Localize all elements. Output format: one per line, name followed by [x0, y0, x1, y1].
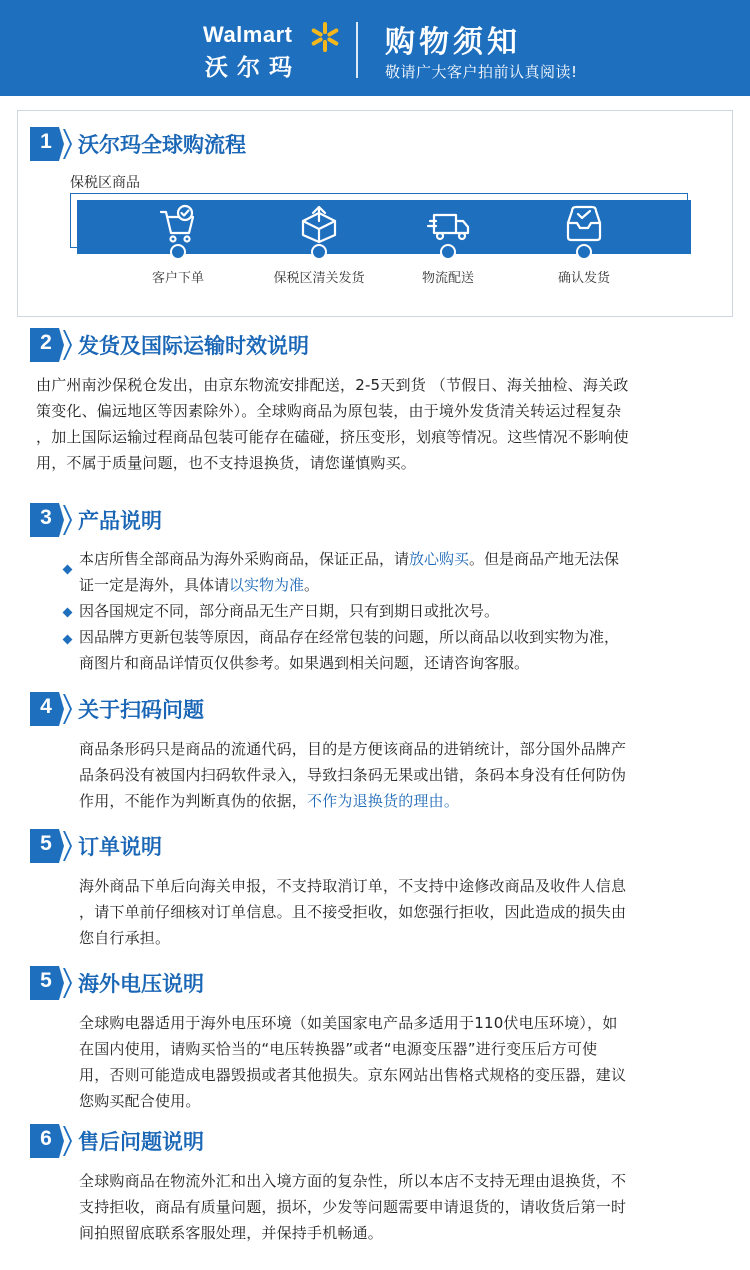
- section-number-badge: 5: [30, 966, 78, 1000]
- bullet-icon: [63, 635, 73, 645]
- flow-step-dot: [311, 244, 327, 260]
- section-title: 售后问题说明: [78, 1130, 204, 1154]
- flow-step-dot: [170, 244, 186, 260]
- brand-name-en: Walmart: [203, 22, 293, 47]
- header-banner: [0, 0, 750, 96]
- bullet-icon: [63, 608, 73, 618]
- order-text: 海外商品下单后向海关申报，不支持取消订单，不支持中途修改商品及收件人信息 ，请下单前仔细核对订单信息。且不接受拒收，如您强行拒收，因此造成的损失由 您自行承担。: [79, 877, 627, 947]
- section-number-badge: 4: [30, 692, 78, 726]
- after-sales-text: 全球购商品在物流外汇和出入境方面的复杂性，所以本店不支持无理由退换货，不 支持拒收，商品有质量问题，损坏，少发等问题需要申请退货的，请收货后第一时 间拍照留底联系客服处理，并保持手机畅通。: [79, 1172, 627, 1242]
- flow-step-label: 确认发货: [557, 271, 610, 286]
- flow-step-dot: [576, 244, 592, 260]
- bullet-icon: [63, 565, 73, 575]
- section-title: 订单说明: [78, 835, 162, 859]
- section-number-badge: 5: [30, 829, 78, 863]
- header-divider: [356, 22, 358, 78]
- flow-step-dot: [440, 244, 456, 260]
- flow-step-label: 保税区清关发货: [273, 271, 365, 286]
- page-subtitle: 敬请广大客户拍前认真阅读!: [385, 63, 578, 81]
- section-title: 产品说明: [78, 509, 162, 533]
- inbox-check-icon: [564, 203, 604, 245]
- bonded-goods-label: 保税区商品: [70, 175, 140, 191]
- section-title: 海外电压说明: [78, 972, 204, 996]
- flow-step-label: 物流配送: [421, 271, 474, 286]
- list-item: 因品牌方更新包装等原因，商品存在经常包装的问题，所以商品以收到实物为准， 商图片和商品详情页仅供参考。如果遇到相关问题，还请咨询客服。: [62, 624, 619, 676]
- section-number-badge: 3: [30, 503, 78, 537]
- cart-icon: [158, 203, 198, 245]
- section-number-badge: 2: [30, 328, 78, 362]
- section-number-badge: 6: [30, 1124, 78, 1158]
- list-item: 因各国规定不同，部分商品无生产日期，只有到期日或批次号。: [62, 598, 619, 624]
- section-title: 发货及国际运输时效说明: [78, 334, 309, 358]
- section-title: 沃尔玛全球购流程: [78, 133, 246, 157]
- truck-icon: [421, 203, 479, 245]
- flow-step-label: 客户下单: [151, 271, 204, 286]
- barcode-text: 商品条形码只是商品的流通代码，目的是方便该商品的进销统计，部分国外品牌产 品条码没有被国内扫码软件录入，导致扫条码无果或出错，条码本身没有任何防伪 作用，不能作为判断真伪的依据，不作为退换货的理由。: [79, 740, 627, 810]
- product-bullets: [62, 546, 619, 676]
- box-upload-icon: [299, 203, 339, 245]
- page-title: 购物须知: [385, 25, 521, 60]
- section-number-badge: 1: [30, 127, 78, 161]
- walmart-spark-icon: [309, 21, 341, 53]
- shipping-text: 由广州南沙保税仓发出，由京东物流安排配送，2-5天到货 （节假日、海关抽检、海关政 策变化、偏远地区等因素除外）。全球购商品为原包装，由于境外发货清关转运过程复杂 ，加上国际运输过程商品包装可能存在磕碰，挤压变形，划痕等情况。这些情况不影响使 用，不属于质量问题，也不支持退换货，请您谨慎购买。: [36, 376, 629, 472]
- voltage-text: 全球购电器适用于海外电压环境（如美国家电产品多适用于110伏电压环境），如 在国内使用，请购买恰当的“电压转换器”或者“电源变压器”进行变压后方可使 用，否则可能造成电器毁损或者其他损失。京东网站出售格式规格的变压器，建议 您购买配合使用。: [79, 1014, 627, 1110]
- list-item: 本店所售全部商品为海外采购商品，保证正品，请放心购买。但是商品产地无法保 证一定是海外，具体请以实物为准。: [62, 546, 619, 598]
- brand-name-cn: 沃尔玛: [205, 55, 301, 81]
- section-title: 关于扫码问题: [78, 698, 204, 722]
